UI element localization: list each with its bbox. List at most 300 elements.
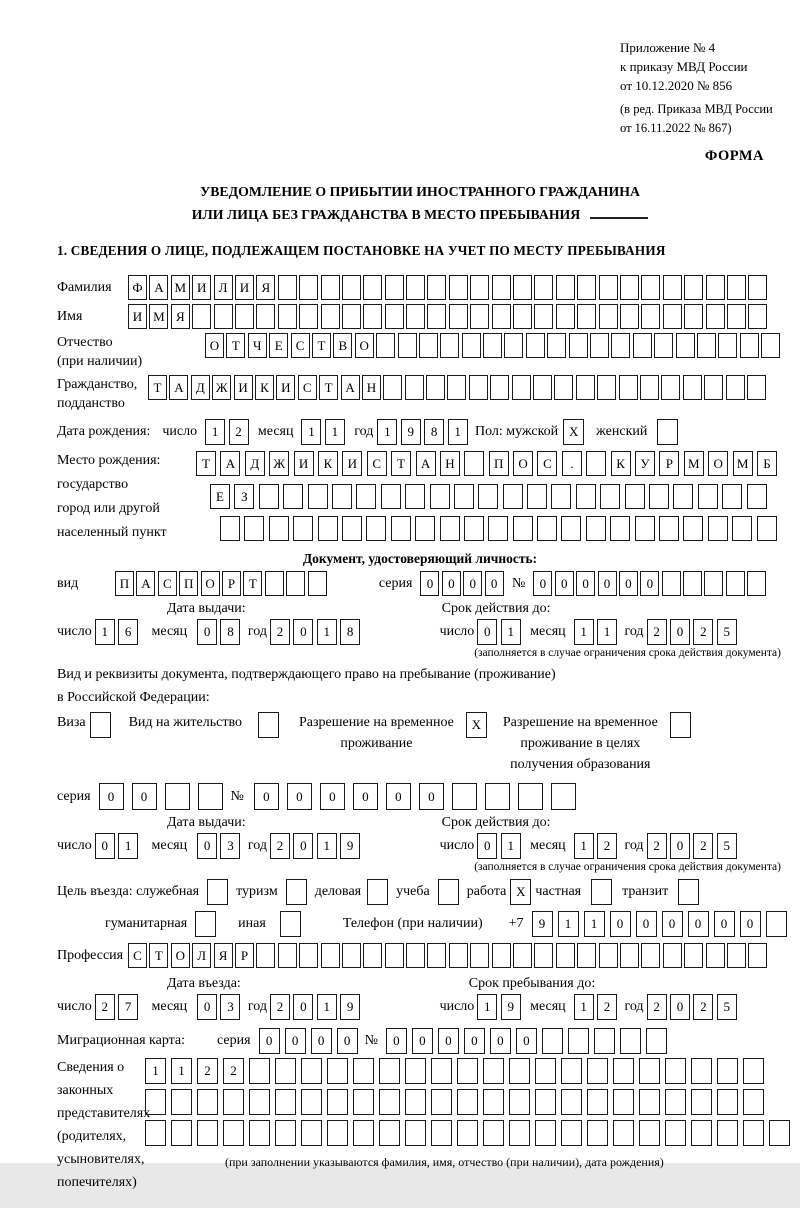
representative-cell[interactable]: 2 [197,1058,218,1084]
surname-cell[interactable] [321,275,340,300]
representative-cell[interactable] [327,1120,348,1146]
surname-cell[interactable] [363,275,382,300]
birthplace-cell[interactable] [551,484,571,509]
permit-issue-year-cell[interactable]: 2 [270,833,290,859]
birthplace-cell[interactable] [391,516,411,541]
birthplace-cell[interactable] [576,484,596,509]
surname-cell[interactable] [706,275,725,300]
doc-series-cell[interactable]: 0 [463,571,482,596]
birthplace-cell[interactable] [586,516,606,541]
patronymic-cell[interactable] [398,333,417,358]
phone-cell[interactable]: 0 [636,911,657,937]
migration-series-cell[interactable]: 0 [259,1028,280,1054]
surname-cell[interactable] [748,275,767,300]
firstname-cell[interactable] [727,304,746,329]
migration-number-cell[interactable] [646,1028,667,1054]
profession-cell[interactable] [620,943,639,968]
purpose-work-box[interactable]: X [510,879,531,905]
surname-cell[interactable] [684,275,703,300]
birthplace-cell[interactable] [698,484,718,509]
representative-cell[interactable] [561,1120,582,1146]
firstname-cell[interactable] [577,304,596,329]
birthplace-cell[interactable] [283,484,303,509]
birthplace-cell[interactable]: О [513,451,533,476]
permit-issue-year-cell[interactable]: 1 [317,833,337,859]
doc-number-cell[interactable] [726,571,745,596]
birthplace-cell[interactable] [259,484,279,509]
permit-valid-year-cell[interactable]: 2 [693,833,713,859]
firstname-cell[interactable] [214,304,233,329]
edu-residence-box[interactable] [670,712,691,738]
doc-valid-year-cell[interactable]: 0 [670,619,690,645]
doc-issue-year-cell[interactable]: 0 [293,619,313,645]
profession-cell[interactable]: Т [149,943,168,968]
birthplace-cell[interactable] [415,516,435,541]
surname-cell[interactable] [492,275,511,300]
firstname-cell[interactable] [556,304,575,329]
profession-cell[interactable] [299,943,318,968]
representative-cell[interactable] [223,1120,244,1146]
doc-issue-year-cell[interactable]: 8 [340,619,360,645]
permit-number-cell[interactable] [551,783,576,810]
permit-valid-year-cell[interactable]: 2 [647,833,667,859]
surname-cell[interactable] [427,275,446,300]
representative-cell[interactable] [405,1120,426,1146]
patronymic-cell[interactable] [590,333,609,358]
patronymic-cell[interactable] [376,333,395,358]
surname-cell[interactable]: И [235,275,254,300]
birthplace-cell[interactable] [478,484,498,509]
birthplace-cell[interactable] [244,516,264,541]
firstname-cell[interactable] [513,304,532,329]
migration-number-cell[interactable]: 0 [386,1028,407,1054]
representative-cell[interactable] [379,1089,400,1115]
purpose-tourism-box[interactable] [286,879,307,905]
doc-series-cell[interactable]: 0 [485,571,504,596]
doc-type-cell[interactable] [308,571,327,596]
representative-cell[interactable] [431,1089,452,1115]
birthplace-cell[interactable] [527,484,547,509]
profession-cell[interactable] [641,943,660,968]
purpose-humanitarian-box[interactable] [195,911,216,937]
patronymic-cell[interactable]: Т [312,333,331,358]
temp-residence-box[interactable]: X [466,712,487,738]
representative-cell[interactable] [743,1089,764,1115]
profession-cell[interactable] [727,943,746,968]
representative-cell[interactable] [587,1120,608,1146]
citizenship-cell[interactable]: Ж [212,375,231,400]
representative-cell[interactable]: 2 [223,1058,244,1084]
firstname-cell[interactable] [406,304,425,329]
firstname-cell[interactable] [663,304,682,329]
birthplace-cell[interactable]: Д [245,451,265,476]
representative-cell[interactable] [483,1058,504,1084]
doc-type-cell[interactable]: Т [243,571,262,596]
entry-year-cell[interactable]: 1 [317,994,337,1020]
profession-cell[interactable] [748,943,767,968]
representative-cell[interactable] [665,1120,686,1146]
birthplace-cell[interactable] [440,516,460,541]
doc-type-cell[interactable] [265,571,284,596]
birthplace-cell[interactable] [732,516,752,541]
permit-issue-month-cell[interactable]: 0 [197,833,217,859]
profession-cell[interactable]: Р [235,943,254,968]
doc-issue-day-cell[interactable]: 1 [95,619,115,645]
profession-cell[interactable]: С [128,943,147,968]
representative-cell[interactable] [717,1089,738,1115]
migration-number-cell[interactable] [542,1028,563,1054]
doc-type-cell[interactable]: Р [222,571,241,596]
birthplace-cell[interactable] [454,484,474,509]
birthplace-cell[interactable] [430,484,450,509]
doc-valid-day-cell[interactable]: 0 [477,619,497,645]
surname-cell[interactable] [406,275,425,300]
citizenship-cell[interactable]: А [169,375,188,400]
birthplace-cell[interactable] [635,516,655,541]
representative-cell[interactable] [353,1089,374,1115]
birthplace-cell[interactable]: И [294,451,314,476]
entry-day-cell[interactable]: 2 [95,994,115,1020]
permit-issue-month-cell[interactable]: 3 [220,833,240,859]
visa-box[interactable] [90,712,111,738]
citizenship-cell[interactable]: А [341,375,360,400]
citizenship-cell[interactable] [661,375,680,400]
citizenship-cell[interactable]: Д [191,375,210,400]
patronymic-cell[interactable] [504,333,523,358]
permit-series-cell[interactable]: 0 [99,783,124,810]
representative-cell[interactable] [769,1120,790,1146]
firstname-cell[interactable] [449,304,468,329]
surname-cell[interactable] [620,275,639,300]
representative-cell[interactable] [379,1058,400,1084]
birthplace-cell[interactable] [610,516,630,541]
surname-cell[interactable] [513,275,532,300]
surname-cell[interactable]: Л [214,275,233,300]
phone-cell[interactable]: 0 [688,911,709,937]
profession-cell[interactable] [492,943,511,968]
surname-cell[interactable] [663,275,682,300]
representative-cell[interactable] [743,1058,764,1084]
permit-valid-month-cell[interactable]: 1 [574,833,594,859]
representative-cell[interactable] [665,1058,686,1084]
profession-cell[interactable] [256,943,275,968]
representative-cell[interactable] [171,1120,192,1146]
birthplace-cell[interactable] [220,516,240,541]
permit-valid-year-cell[interactable]: 5 [717,833,737,859]
doc-type-cell[interactable]: П [115,571,134,596]
birthplace-cell[interactable]: У [635,451,655,476]
citizenship-cell[interactable]: С [298,375,317,400]
patronymic-cell[interactable] [462,333,481,358]
citizenship-cell[interactable]: Т [319,375,338,400]
citizenship-cell[interactable]: Н [362,375,381,400]
birthplace-cell[interactable]: М [733,451,753,476]
permit-issue-day-cell[interactable]: 1 [118,833,138,859]
birthplace-cell[interactable] [503,484,523,509]
birthplace-cell[interactable] [708,516,728,541]
patronymic-cell[interactable]: Е [269,333,288,358]
birthplace-cell[interactable] [561,516,581,541]
representative-cell[interactable] [301,1058,322,1084]
birthplace-cell[interactable]: Н [440,451,460,476]
doc-valid-year-cell[interactable]: 5 [717,619,737,645]
stay-month-cell[interactable]: 1 [574,994,594,1020]
doc-valid-month-cell[interactable]: 1 [597,619,617,645]
representative-cell[interactable] [535,1058,556,1084]
doc-valid-day-cell[interactable]: 1 [501,619,521,645]
phone-cell[interactable]: 0 [662,911,683,937]
representative-cell[interactable] [275,1058,296,1084]
representative-cell[interactable]: 1 [171,1058,192,1084]
birthplace-cell[interactable] [625,484,645,509]
citizenship-cell[interactable] [683,375,702,400]
firstname-cell[interactable] [342,304,361,329]
birthplace-cell[interactable]: К [611,451,631,476]
profession-cell[interactable]: Я [214,943,233,968]
firstname-cell[interactable] [299,304,318,329]
birthplace-cell[interactable] [308,484,328,509]
patronymic-cell[interactable]: В [333,333,352,358]
birthplace-cell[interactable] [673,484,693,509]
patronymic-cell[interactable]: О [355,333,374,358]
citizenship-cell[interactable] [512,375,531,400]
surname-cell[interactable] [278,275,297,300]
firstname-cell[interactable] [534,304,553,329]
patronymic-cell[interactable] [611,333,630,358]
migration-number-cell[interactable] [568,1028,589,1054]
representative-cell[interactable] [301,1120,322,1146]
birthplace-cell[interactable] [747,484,767,509]
doc-type-cell[interactable]: А [136,571,155,596]
sex-female-box[interactable] [657,419,678,445]
permit-series-cell[interactable] [165,783,190,810]
profession-cell[interactable] [427,943,446,968]
phone-cell[interactable]: 0 [610,911,631,937]
birthplace-cell[interactable] [332,484,352,509]
representative-cell[interactable] [353,1120,374,1146]
citizenship-cell[interactable] [383,375,402,400]
profession-cell[interactable] [321,943,340,968]
firstname-cell[interactable] [385,304,404,329]
permit-valid-year-cell[interactable]: 0 [670,833,690,859]
birth-year-cell[interactable]: 1 [448,419,468,445]
representative-cell[interactable] [197,1120,218,1146]
birthplace-cell[interactable] [293,516,313,541]
citizenship-cell[interactable] [405,375,424,400]
firstname-cell[interactable] [620,304,639,329]
firstname-cell[interactable]: И [128,304,147,329]
doc-issue-year-cell[interactable]: 1 [317,619,337,645]
profession-cell[interactable] [534,943,553,968]
representative-cell[interactable] [301,1089,322,1115]
birthplace-cell[interactable] [488,516,508,541]
patronymic-cell[interactable] [483,333,502,358]
birthplace-cell[interactable] [405,484,425,509]
representative-cell[interactable] [431,1120,452,1146]
permit-number-cell[interactable] [452,783,477,810]
citizenship-cell[interactable] [704,375,723,400]
representative-cell[interactable] [405,1058,426,1084]
birthplace-cell[interactable] [381,484,401,509]
citizenship-cell[interactable] [597,375,616,400]
permit-number-cell[interactable]: 0 [320,783,345,810]
doc-number-cell[interactable]: 0 [555,571,574,596]
entry-year-cell[interactable]: 9 [340,994,360,1020]
firstname-cell[interactable] [684,304,703,329]
birthplace-cell[interactable]: С [537,451,557,476]
phone-cell[interactable]: 9 [532,911,553,937]
firstname-cell[interactable] [427,304,446,329]
birthplace-cell[interactable]: П [489,451,509,476]
residence-permit-box[interactable] [258,712,279,738]
doc-valid-year-cell[interactable]: 2 [693,619,713,645]
representative-cell[interactable] [639,1058,660,1084]
surname-cell[interactable] [470,275,489,300]
patronymic-cell[interactable] [419,333,438,358]
profession-cell[interactable] [449,943,468,968]
firstname-cell[interactable] [470,304,489,329]
citizenship-cell[interactable] [533,375,552,400]
stay-year-cell[interactable]: 5 [717,994,737,1020]
birthplace-cell[interactable] [659,516,679,541]
firstname-cell[interactable] [192,304,211,329]
birth-year-cell[interactable]: 9 [401,419,421,445]
sex-male-box[interactable]: X [563,419,584,445]
representative-cell[interactable] [509,1089,530,1115]
profession-cell[interactable] [599,943,618,968]
representative-cell[interactable] [249,1089,270,1115]
representative-cell[interactable] [639,1120,660,1146]
surname-cell[interactable] [556,275,575,300]
profession-cell[interactable] [278,943,297,968]
surname-cell[interactable] [534,275,553,300]
representative-cell[interactable] [613,1058,634,1084]
patronymic-cell[interactable] [633,333,652,358]
permit-number-cell[interactable]: 0 [287,783,312,810]
birthplace-cell[interactable]: С [367,451,387,476]
stay-year-cell[interactable]: 0 [670,994,690,1020]
representative-cell[interactable] [587,1058,608,1084]
stay-year-cell[interactable]: 2 [647,994,667,1020]
phone-cell[interactable] [766,911,787,937]
birthplace-cell[interactable] [318,516,338,541]
doc-number-cell[interactable]: 0 [576,571,595,596]
representative-cell[interactable] [613,1089,634,1115]
representative-cell[interactable] [457,1089,478,1115]
migration-number-cell[interactable]: 0 [464,1028,485,1054]
representative-cell[interactable] [509,1058,530,1084]
patronymic-cell[interactable] [718,333,737,358]
representative-cell[interactable] [743,1120,764,1146]
profession-cell[interactable] [663,943,682,968]
migration-series-cell[interactable]: 0 [337,1028,358,1054]
birth-year-cell[interactable]: 1 [377,419,397,445]
surname-cell[interactable] [342,275,361,300]
surname-cell[interactable]: И [192,275,211,300]
representative-cell[interactable] [275,1120,296,1146]
permit-issue-year-cell[interactable]: 0 [293,833,313,859]
representative-cell[interactable] [327,1089,348,1115]
firstname-cell[interactable]: М [149,304,168,329]
doc-number-cell[interactable] [747,571,766,596]
patronymic-cell[interactable] [440,333,459,358]
birthplace-cell[interactable] [722,484,742,509]
citizenship-cell[interactable]: Т [148,375,167,400]
birthplace-cell[interactable] [356,484,376,509]
phone-cell[interactable]: 0 [714,911,735,937]
permit-valid-day-cell[interactable]: 1 [501,833,521,859]
profession-cell[interactable] [470,943,489,968]
citizenship-cell[interactable] [447,375,466,400]
birthplace-cell[interactable] [683,516,703,541]
doc-valid-year-cell[interactable]: 2 [647,619,667,645]
migration-number-cell[interactable]: 0 [438,1028,459,1054]
representative-cell[interactable] [483,1089,504,1115]
entry-year-cell[interactable]: 2 [270,994,290,1020]
representative-cell[interactable] [171,1089,192,1115]
birth-month-cell[interactable]: 1 [301,419,321,445]
migration-number-cell[interactable]: 0 [412,1028,433,1054]
birthplace-cell[interactable]: Т [391,451,411,476]
stay-year-cell[interactable]: 2 [693,994,713,1020]
doc-issue-month-cell[interactable]: 8 [220,619,240,645]
representative-cell[interactable] [717,1120,738,1146]
firstname-cell[interactable] [748,304,767,329]
permit-valid-month-cell[interactable]: 2 [597,833,617,859]
citizenship-cell[interactable] [490,375,509,400]
permit-number-cell[interactable] [485,783,510,810]
representative-cell[interactable] [561,1058,582,1084]
purpose-private-box[interactable] [591,879,612,905]
phone-cell[interactable]: 1 [584,911,605,937]
representative-cell[interactable] [249,1120,270,1146]
representative-cell[interactable] [691,1058,712,1084]
birthplace-cell[interactable]: К [318,451,338,476]
representative-cell[interactable] [353,1058,374,1084]
representative-cell[interactable] [717,1058,738,1084]
birthplace-cell[interactable] [757,516,777,541]
surname-cell[interactable]: А [149,275,168,300]
doc-issue-day-cell[interactable]: 6 [118,619,138,645]
surname-cell[interactable]: Ф [128,275,147,300]
doc-number-cell[interactable]: 0 [533,571,552,596]
representative-cell[interactable] [327,1058,348,1084]
representative-cell[interactable] [431,1058,452,1084]
firstname-cell[interactable] [256,304,275,329]
entry-year-cell[interactable]: 0 [293,994,313,1020]
patronymic-cell[interactable]: Ч [248,333,267,358]
doc-issue-year-cell[interactable]: 2 [270,619,290,645]
citizenship-cell[interactable] [576,375,595,400]
birth-month-cell[interactable]: 1 [325,419,345,445]
birthplace-cell[interactable] [464,516,484,541]
profession-cell[interactable] [385,943,404,968]
patronymic-cell[interactable]: О [205,333,224,358]
permit-series-cell[interactable] [198,783,223,810]
profession-cell[interactable] [556,943,575,968]
doc-type-cell[interactable] [286,571,305,596]
patronymic-cell[interactable] [761,333,780,358]
surname-cell[interactable] [385,275,404,300]
firstname-cell[interactable] [599,304,618,329]
representative-cell[interactable] [535,1089,556,1115]
permit-issue-year-cell[interactable]: 9 [340,833,360,859]
birthplace-cell[interactable] [600,484,620,509]
surname-cell[interactable]: Я [256,275,275,300]
profession-cell[interactable] [363,943,382,968]
doc-series-cell[interactable]: 0 [442,571,461,596]
representative-cell[interactable] [145,1089,166,1115]
